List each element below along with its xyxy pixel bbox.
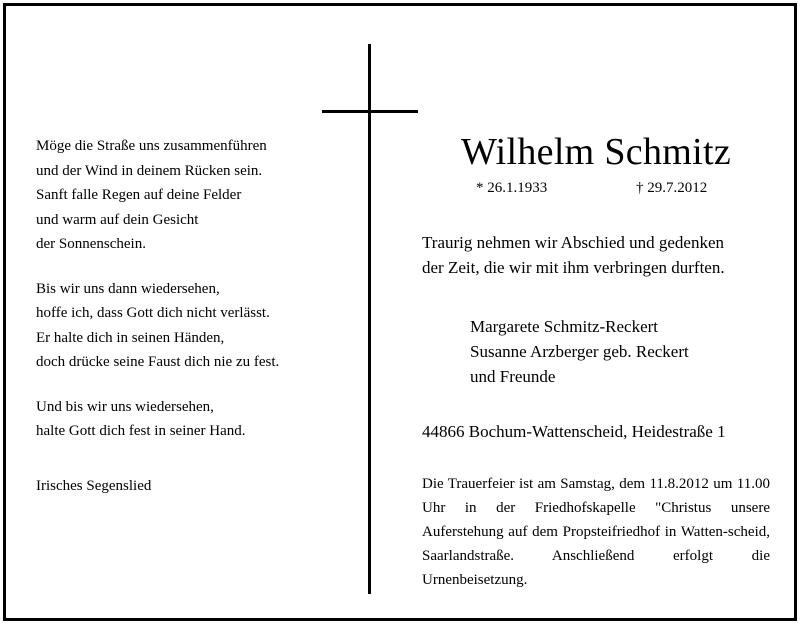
poem-stanza-2: [36, 277, 279, 375]
poem-line: Sanft falle Regen auf deine Felder: [36, 187, 242, 203]
poem-line: hoffe ich, dass Gott dich nicht verlässt.: [36, 305, 270, 321]
poem-line: und der Wind in deinem Rücken sein.: [36, 162, 263, 179]
poem-line: halte Gott dich fest in seiner Hand.: [36, 423, 246, 439]
mourning-text: [422, 230, 725, 280]
poem-source: Irisches Segenslied: [36, 478, 152, 494]
mourner-name: Susanne Arzberger geb. Reckert: [470, 342, 689, 361]
poem-line: Er halte dich in seinen Händen,: [36, 329, 225, 346]
poem-line: Und bis wir uns wiedersehen,: [36, 398, 214, 415]
mourner-name: und Freunde: [470, 367, 556, 386]
mourning-line: Traurig nehmen wir Abschied und gedenken: [422, 233, 725, 252]
birth-date: * 26.1.1933: [476, 180, 548, 196]
poem-line: der Sonnenschein.: [36, 236, 146, 252]
cross-icon: [368, 44, 371, 594]
poem-stanza-1: [36, 134, 279, 257]
poem-stanza-3: [36, 395, 279, 444]
mourning-line: der Zeit, die wir mit ihm verbringen durften.: [422, 258, 725, 277]
deceased-name: Wilhelm Schmitz: [461, 131, 731, 173]
funeral-notice: Die Trauerfeier ist am Samstag, dem 11.8.2012 um 11.00 Uhr in der Friedhofskapelle "Christus unsere Auferstehung auf dem Propsteifriedhof in Watten-scheid, Saarlandstraße. Anschließend erfolgt die Urnenbeisetzung.: [422, 476, 770, 588]
poem-line: doch drücke seine Faust dich nie zu fest.: [36, 354, 280, 370]
poem: [36, 134, 279, 464]
poem-line: Möge die Straße uns zusammenführen: [36, 138, 267, 154]
mourner-name: Margarete Schmitz-Reckert: [470, 317, 659, 336]
cross-icon-bar: [322, 110, 418, 113]
address: 44866 Bochum-Wattenscheid, Heidestraße 1: [422, 422, 726, 441]
mourners-list: [470, 314, 689, 389]
obituary-frame: [3, 3, 797, 621]
poem-line: und warm auf dein Gesicht: [36, 211, 199, 228]
death-date: † 29.7.2012: [636, 180, 708, 196]
poem-line: Bis wir uns dann wiedersehen,: [36, 280, 220, 297]
